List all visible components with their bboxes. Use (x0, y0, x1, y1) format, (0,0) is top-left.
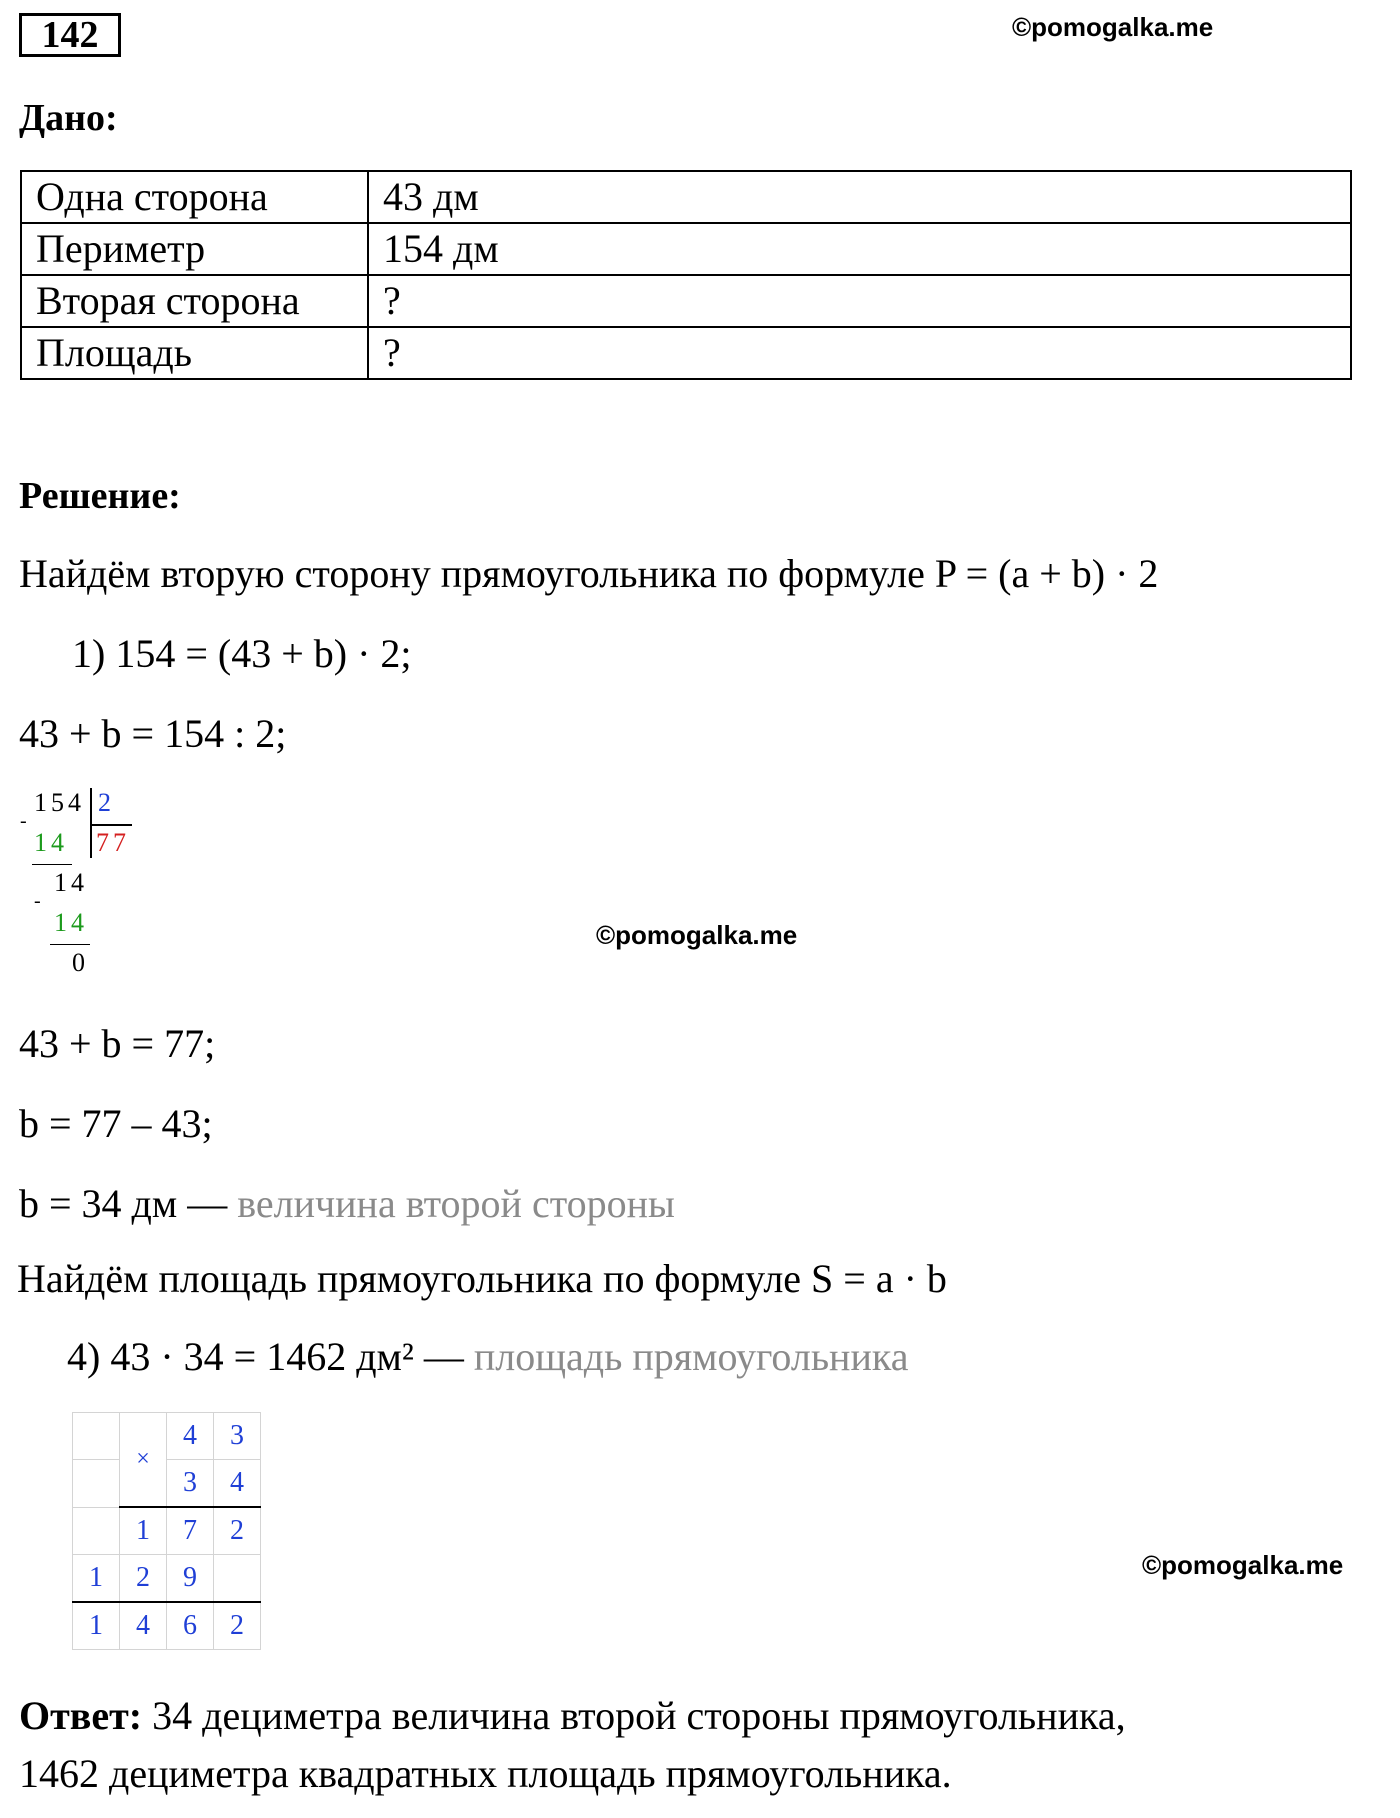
mult-cell: 6 (167, 1602, 214, 1650)
given-row (21, 223, 1351, 275)
minus-sign: - (20, 810, 31, 832)
area-intro: Найдём площадь прямоугольника по формуле S = a · b (17, 1256, 947, 1301)
quotient: 77 (96, 828, 130, 857)
divisor: 2 (98, 788, 115, 817)
solution-title: Решение: (19, 475, 181, 517)
watermark-top: ©pomogalka.me (1012, 12, 1214, 42)
mult-cell: 1 (120, 1507, 167, 1555)
watermark-right: ©pomogalka.me (1142, 1550, 1344, 1580)
mult-cell: 4 (214, 1460, 261, 1508)
equation-4-note: величина второй стороны (237, 1181, 675, 1226)
mult-row (73, 1460, 261, 1508)
equation-1: 43 + b = 154 : 2; (19, 711, 287, 756)
solution-intro: Найдём вторую сторону прямоугольника по формуле P = (a + b) · 2 (19, 551, 1159, 596)
mult-cell: 3 (167, 1460, 214, 1508)
division-bar (90, 788, 92, 858)
answer-label: Ответ: (19, 1693, 143, 1738)
mult-cell: 4 (120, 1602, 167, 1650)
mult-row (73, 1555, 261, 1603)
given-label: Площадь (21, 327, 368, 379)
given-label: Одна сторона (21, 171, 368, 223)
mult-row (73, 1413, 261, 1460)
given-label: Периметр (21, 223, 368, 275)
equation-4 (19, 1180, 675, 1227)
given-value: 43 дм (368, 171, 1351, 223)
given-row (21, 171, 1351, 223)
mult-cell: 4 (167, 1413, 214, 1460)
given-value: ? (368, 275, 1351, 327)
mult-cell: 9 (167, 1555, 214, 1603)
given-table (20, 170, 1352, 380)
mult-cell (73, 1413, 120, 1460)
equation-3: b = 77 – 43; (19, 1101, 213, 1146)
subtrahend-1: 14 (34, 828, 68, 857)
given-row (21, 275, 1351, 327)
equation-4-main: b = 34 дм — (19, 1181, 238, 1226)
answer-line-2: 1462 дециметра квадратных площадь прямоугольника. (19, 1751, 952, 1796)
remainder-1: 14 (54, 868, 88, 897)
task-number-box: 142 (19, 13, 121, 57)
division-line (50, 944, 90, 945)
multiplication-grid (72, 1412, 261, 1650)
mult-cell (73, 1507, 120, 1555)
mult-row (73, 1602, 261, 1650)
step-4-main: 4) 43 · 34 = 1462 дм² — (67, 1334, 474, 1379)
step-1: 1) 154 = (43 + b) · 2; (72, 631, 412, 676)
given-value: ? (368, 327, 1351, 379)
subtrahend-2: 14 (54, 908, 88, 937)
division-result: 0 (72, 948, 89, 977)
step-4-note: площадь прямоугольника (473, 1334, 909, 1379)
answer-line-1 (19, 1692, 1126, 1739)
given-title: Дано: (19, 97, 118, 139)
mult-cell: 1 (73, 1602, 120, 1650)
division-line (32, 864, 72, 865)
mult-cell: 7 (167, 1507, 214, 1555)
multiply-sign: × (120, 1413, 167, 1508)
given-value: 154 дм (368, 223, 1351, 275)
step-4 (67, 1333, 908, 1380)
mult-cell: 1 (73, 1555, 120, 1603)
mult-cell (73, 1460, 120, 1508)
given-row (21, 327, 1351, 379)
mult-cell: 2 (120, 1555, 167, 1603)
mult-row (73, 1507, 261, 1555)
watermark-middle: ©pomogalka.me (596, 920, 798, 950)
mult-cell: 2 (214, 1507, 261, 1555)
dividend: 154 (34, 788, 85, 817)
mult-cell (214, 1555, 261, 1603)
minus-sign: - (34, 890, 45, 912)
mult-cell: 3 (214, 1413, 261, 1460)
division-quotient-line (90, 824, 132, 826)
answer-text-1: 34 дециметра величина второй стороны прямоугольника, (142, 1693, 1126, 1738)
equation-2: 43 + b = 77; (19, 1021, 216, 1066)
given-label: Вторая сторона (21, 275, 368, 327)
long-division (20, 788, 150, 988)
mult-cell: 2 (214, 1602, 261, 1650)
